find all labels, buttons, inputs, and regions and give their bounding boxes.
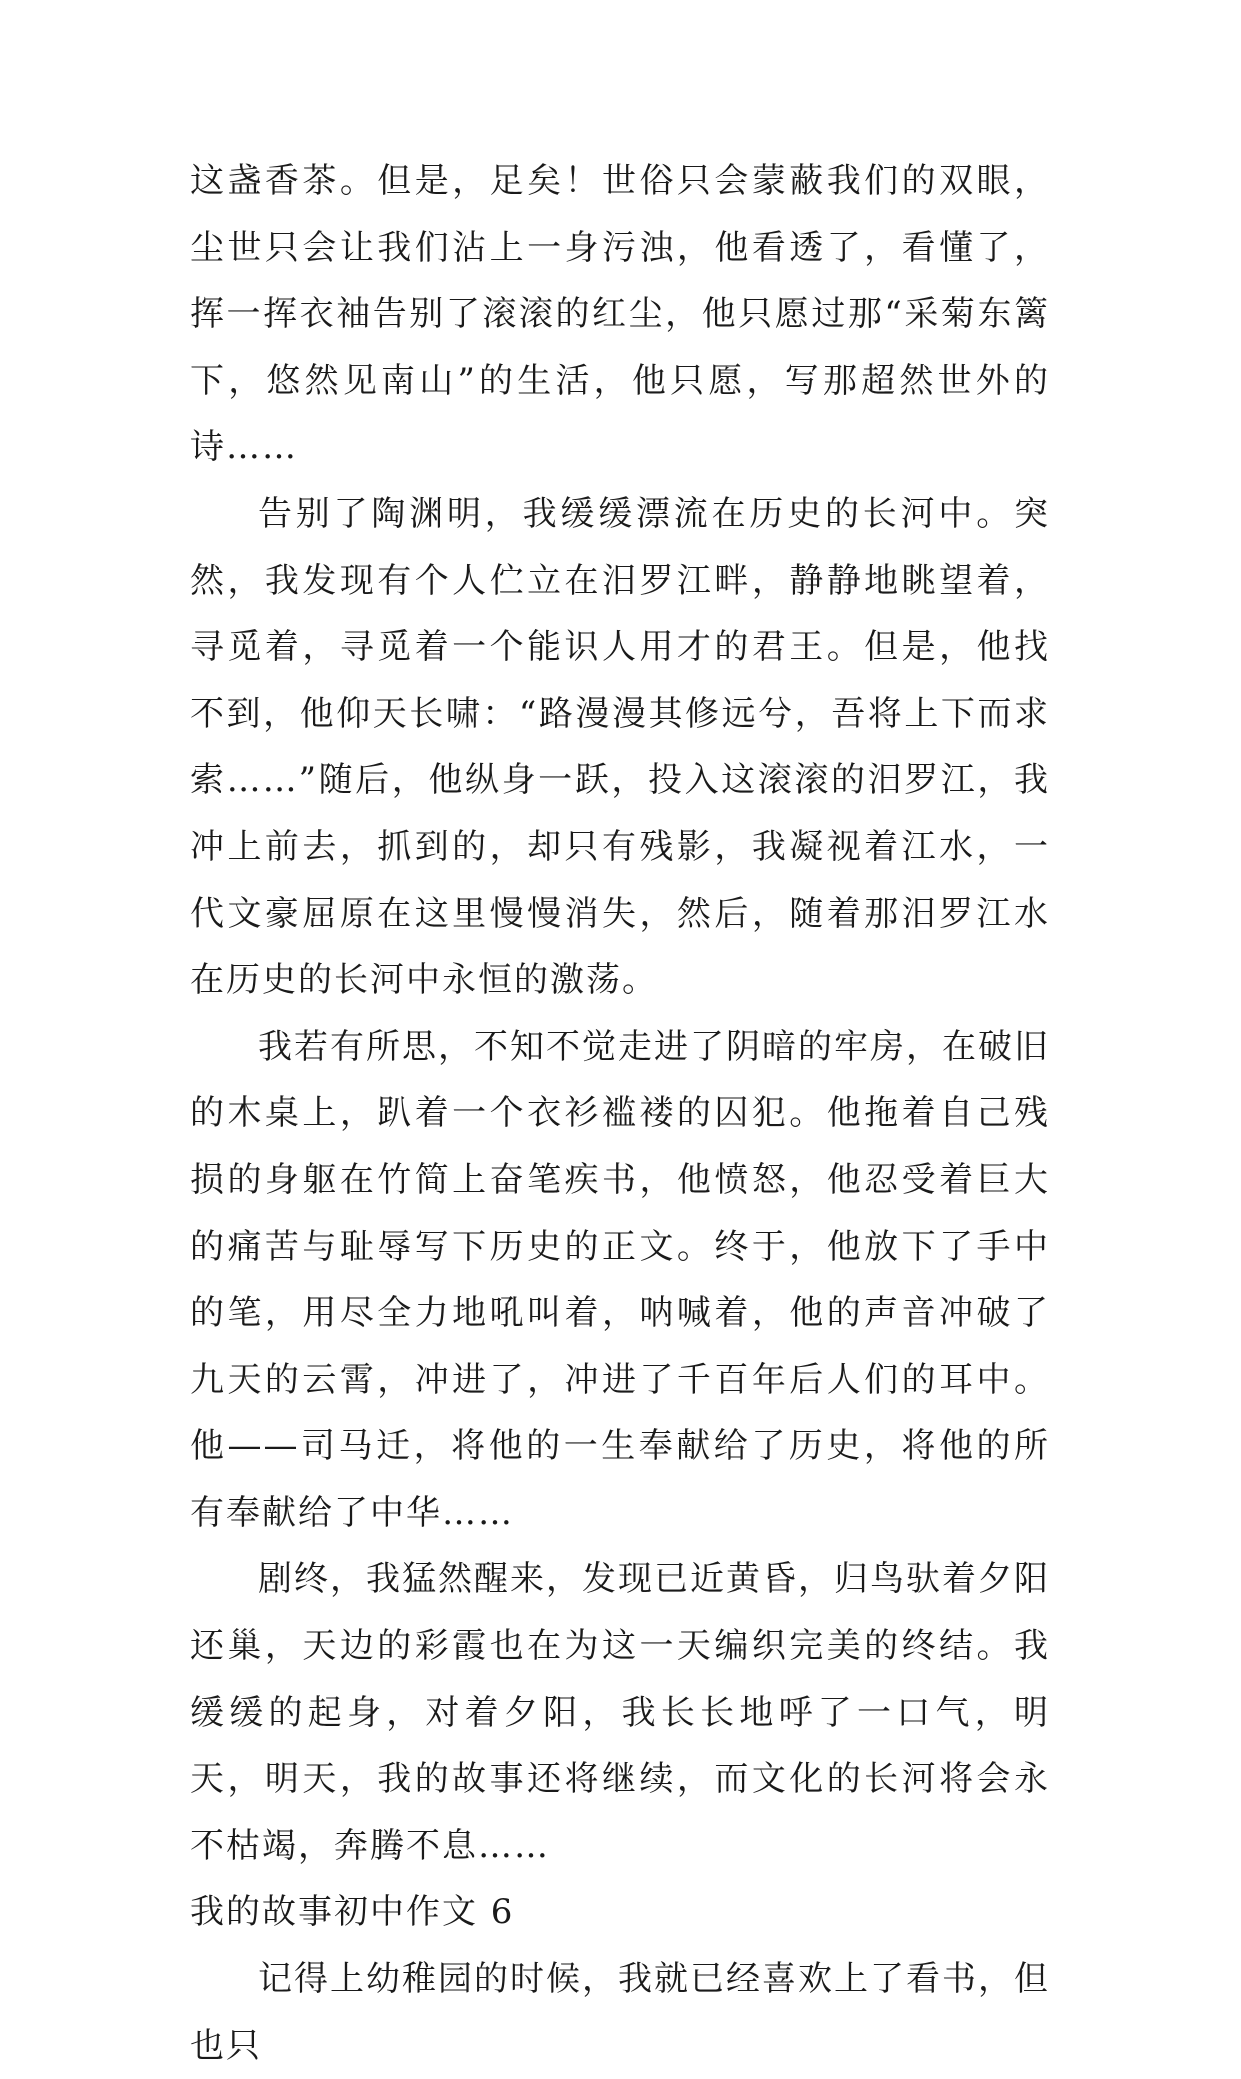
- paragraph-1: 这盏香茶。但是，足矣！世俗只会蒙蔽我们的双眼，尘世只会让我们沾上一身污浊，他看透了，看懂了，挥一挥衣袖告别了滚滚的红尘，他只愿过那“采菊东篱下，悠然见南山”的生活，他只愿，写那超然世外的诗……: [190, 161, 1050, 468]
- document-body: [190, 148, 1050, 2079]
- paragraph-5: 记得上幼稚园的时候，我就已经喜欢上了看书，但也只: [190, 1959, 1050, 2066]
- section-heading: 我的故事初中作文 6: [190, 1892, 515, 1933]
- paragraph-4: 剧终，我猛然醒来，发现已近黄昏，归鸟驮着夕阳还巢，天边的彩霞也在为这一天编织完美的终结。我缓缓的起身，对着夕阳，我长长地呼了一口气，明天，明天，我的故事还将继续，而文化的长河将会永不枯竭，奔腾不息……: [190, 1559, 1050, 1866]
- paragraph-2: 告别了陶渊明，我缓缓漂流在历史的长河中。突然，我发现有个人伫立在汨罗江畔，静静地眺望着，寻觅着，寻觅着一个能识人用才的君王。但是，他找不到，他仰天长啸：“路漫漫其修远兮，吾将上下而求索……”随后，他纵身一跃，投入这滚滚的汨罗江，我冲上前去，抓到的，却只有残影，我凝视着江水，一代文豪屈原在这里慢慢消失，然后，随着那汨罗江水在历史的长河中永恒的激荡。: [190, 493, 1050, 1001]
- paragraph-3: 我若有所思，不知不觉走进了阴暗的牢房，在破旧的木桌上，趴着一个衣衫褴褛的囚犯。他拖着自己残损的身躯在竹简上奋笔疾书，他愤怒，他忍受着巨大的痛苦与耻辱写下历史的正文。终于，他放下了手中的笔，用尽全力地吼叫着，呐喊着，他的声音冲破了九天的云霄，冲进了，冲进了千百年后人们的耳中。他——司马迁，将他的一生奉献给了历史，将他的所有奉献给了中华……: [190, 1026, 1050, 1533]
